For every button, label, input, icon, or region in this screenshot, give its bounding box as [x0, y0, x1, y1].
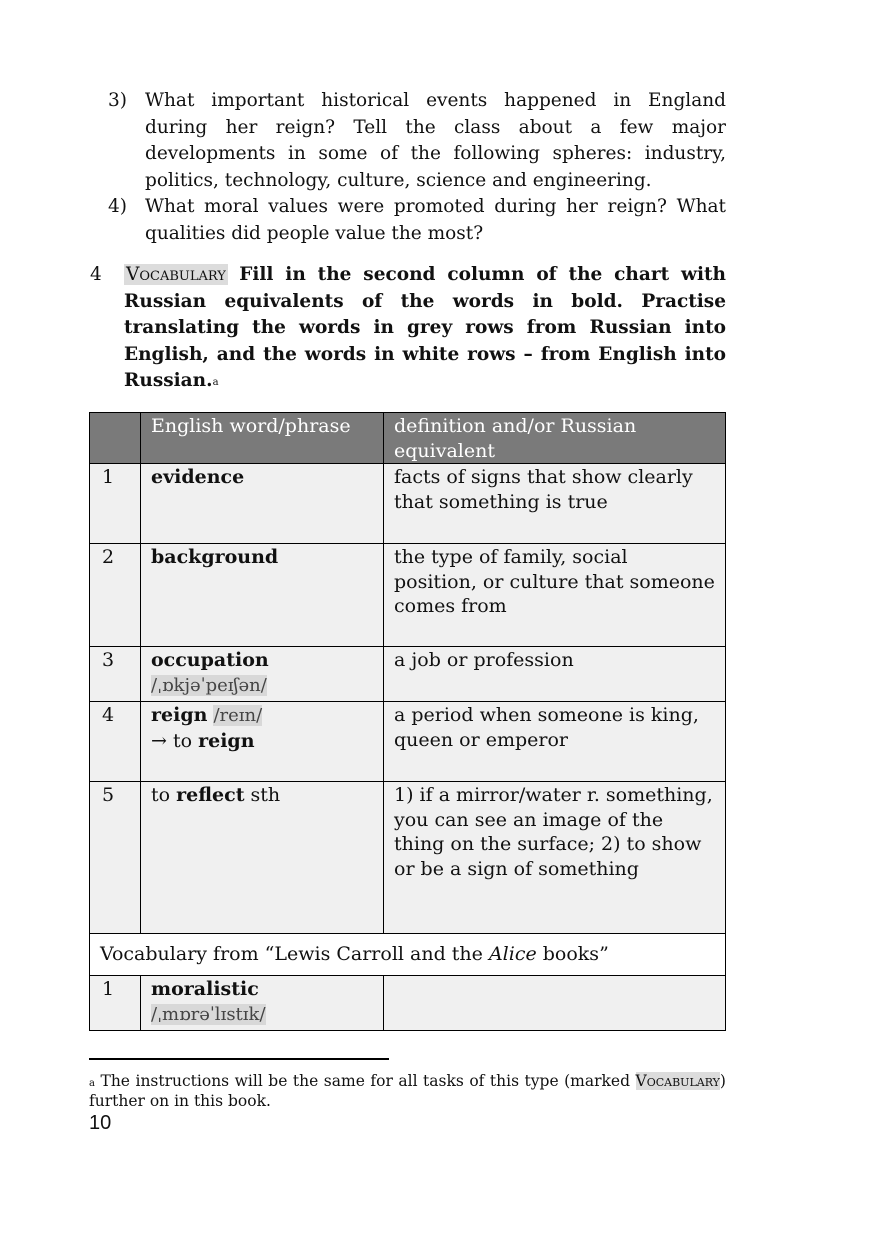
- question-text: What moral values were promoted during her reign? What qualities did people value the most?: [145, 196, 726, 244]
- row-word: background: [151, 546, 279, 568]
- vocabulary-tag: Vocabulary: [635, 1072, 720, 1090]
- row-transcription: /ˌmɒrəˈlɪstɪk/: [151, 1003, 266, 1025]
- row-word-cell: [141, 976, 384, 1031]
- page-number: 10: [89, 1112, 112, 1134]
- row-word: reflect: [176, 784, 245, 806]
- row-word-cell: [141, 544, 384, 647]
- row-word-cell: [141, 782, 384, 934]
- row-number: 3: [90, 647, 141, 702]
- section-title-italic: Alice: [488, 943, 537, 965]
- section-header-row: [90, 934, 726, 976]
- row-number: 4: [90, 702, 141, 782]
- row-word-suffix: sth: [250, 784, 281, 806]
- question-number: 3): [108, 90, 127, 111]
- row-definition: the type of family, social position, or culture that someone comes from: [384, 544, 726, 647]
- row-word: evidence: [151, 466, 245, 488]
- section-title: Vocabulary from “Lewis Carroll and the Alice books”: [90, 934, 726, 976]
- task-instruction-block: [124, 262, 726, 395]
- question-list: [108, 88, 726, 247]
- row-word: occupation: [151, 649, 269, 671]
- question-text: What important historical events happened in England during her reign? Tell the class about a few major developments in some of the following spheres: industry, politics, technology, culture, science and engineering.: [145, 90, 726, 191]
- task-number: 4: [90, 264, 102, 285]
- row-number: 1: [90, 464, 141, 544]
- row-transcription: /reɪn/: [213, 705, 263, 726]
- row-arrow-prefix: → to: [151, 729, 193, 752]
- row-transcription: /ˌɒkjəˈpeɪʃən/: [151, 674, 267, 696]
- table-row: [90, 464, 726, 544]
- table-row: [90, 544, 726, 647]
- row-word-prefix: to: [151, 784, 171, 806]
- question-item: [108, 194, 726, 247]
- vocabulary-table: [89, 412, 726, 1031]
- row-word-cell: [141, 702, 384, 782]
- row-word-verb: reign: [198, 729, 255, 752]
- task-instruction: Fill in the second column of the chart with Russian equivalents of the words in bold. Practise translating the words in grey rows from Russian into English, and the words in white rows – from English into Russian.: [124, 264, 726, 391]
- row-definition: a job or profession: [384, 647, 726, 702]
- table-header-row: [90, 413, 726, 464]
- footnote-marker: a: [89, 1078, 95, 1089]
- header-definition: definition and/or Russian equivalent: [384, 413, 726, 464]
- footnote-divider: [89, 1058, 389, 1060]
- question-number: 4): [108, 196, 127, 217]
- table-row: [90, 782, 726, 934]
- table-row: [90, 702, 726, 782]
- row-word-cell: [141, 464, 384, 544]
- row-definition: 1) if a mirror/water r. something, you can see an image of the thing on the surface; 2) to show or be a sign of something: [384, 782, 726, 934]
- row-word: reign: [151, 704, 208, 726]
- table-row: [90, 647, 726, 702]
- vocabulary-tag: Vocabulary: [126, 264, 226, 285]
- row-number: 2: [90, 544, 141, 647]
- row-definition: a period when someone is king, queen or emperor: [384, 702, 726, 782]
- header-english-word: English word/phrase: [141, 413, 384, 464]
- row-number: 5: [90, 782, 141, 934]
- table-row: [90, 976, 726, 1031]
- row-word-cell: [141, 647, 384, 702]
- row-number: 1: [90, 976, 141, 1031]
- footnote-marker: a: [212, 377, 219, 388]
- row-definition: facts of signs that show clearly that something is true: [384, 464, 726, 544]
- task-heading: [90, 262, 726, 395]
- row-definition: [384, 976, 726, 1031]
- header-num-cell: [90, 413, 141, 464]
- row-word: moralistic: [151, 978, 259, 1000]
- footnote: $^a$ The instructions will be the same for all tasks of this type (marked Vocabulary) further on in this book.: [89, 1072, 726, 1110]
- question-item: [108, 88, 726, 194]
